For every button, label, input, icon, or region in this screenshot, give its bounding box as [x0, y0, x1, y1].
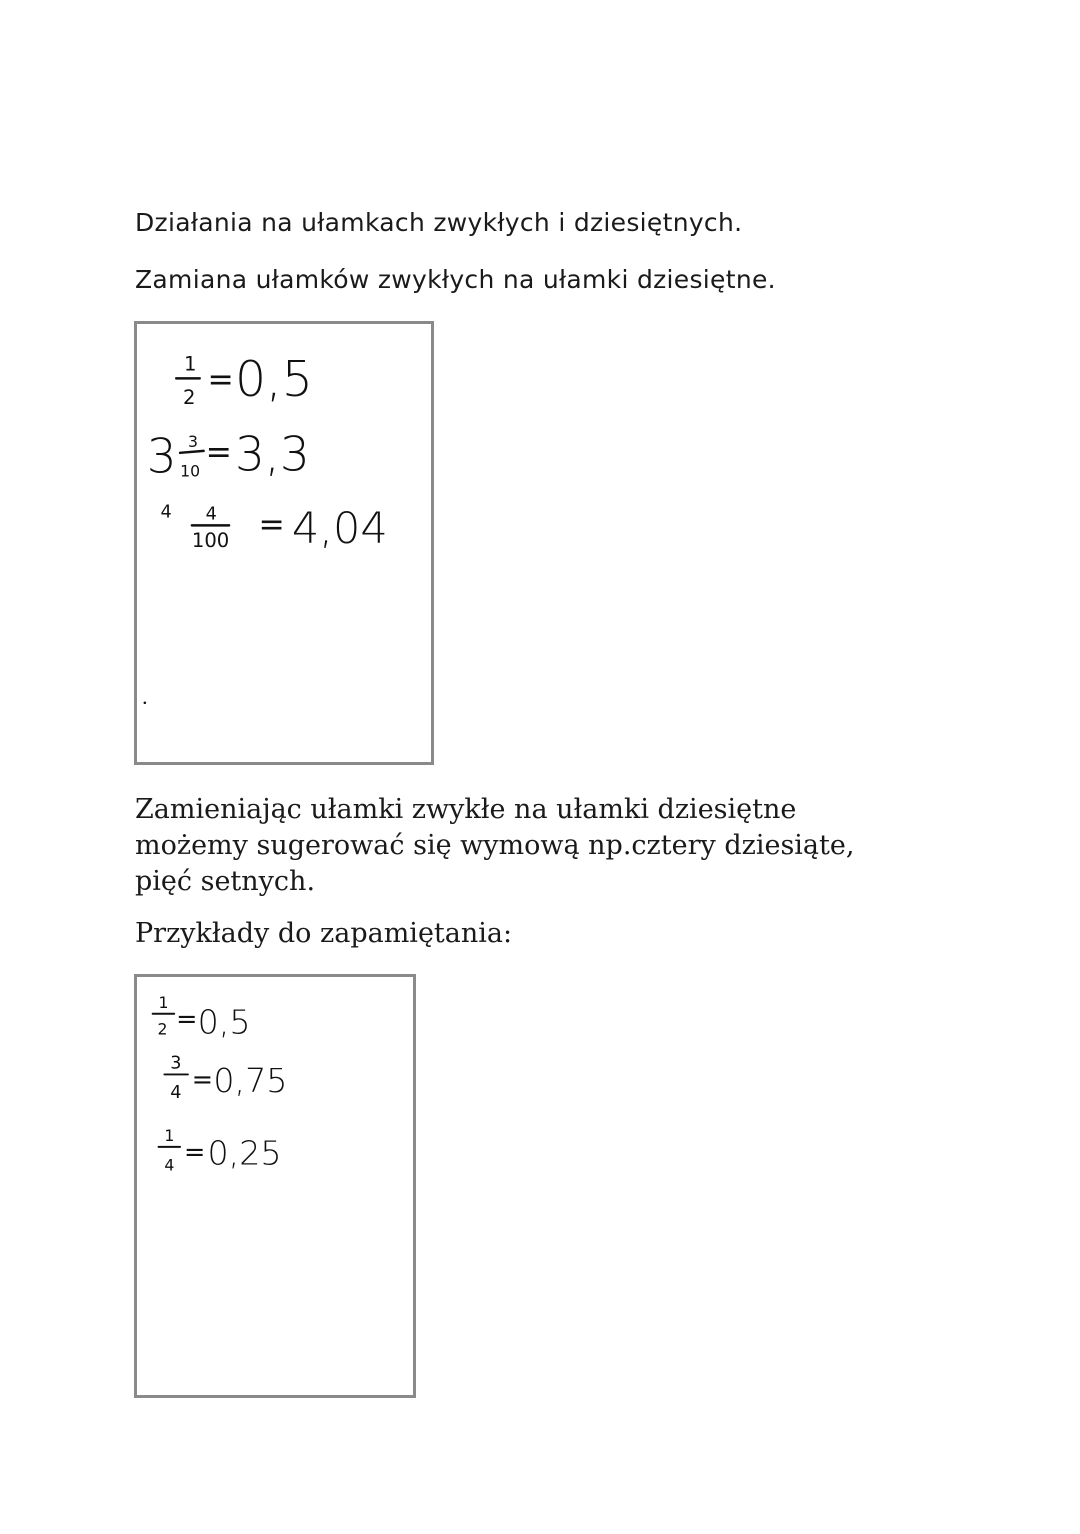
- handwritten-note-box-2: [134, 974, 416, 1398]
- hw-equals: =: [258, 507, 285, 544]
- hw-numerator: 3: [187, 431, 198, 451]
- paragraph-line-1: Zamieniając ułamki zwykłe na ułamki dziesiętne: [135, 794, 797, 825]
- hw-decimal: 0,25: [207, 1133, 282, 1173]
- hw-denominator: 2: [183, 385, 196, 409]
- handwriting-canvas-1: [137, 324, 431, 762]
- hw-equals: =: [205, 434, 232, 471]
- hw-equals: =: [176, 1003, 198, 1034]
- handwriting-canvas-2: [137, 977, 413, 1395]
- hw-entry-3: [161, 503, 388, 554]
- hw-numerator: 1: [158, 992, 169, 1012]
- hw-entry-1: [176, 351, 313, 409]
- hw-decimal: 3,3: [235, 427, 310, 483]
- document-subtitle: Zamiana ułamków zwykłych na ułamki dziesiętne.: [135, 265, 776, 294]
- hw-numerator: 4: [205, 504, 217, 525]
- paragraph-line-2: możemy sugerować się wymową np.cztery dziesiąte,: [135, 830, 855, 861]
- hw-entry-1: [153, 993, 251, 1041]
- hw-entry-3: [159, 1126, 282, 1174]
- document-title: Działania na ułamkach zwykłych i dziesiętnych.: [135, 208, 743, 237]
- hw-denominator: 2: [157, 1019, 168, 1039]
- hw-fraction-bar: [180, 451, 204, 453]
- hw-dot: [144, 701, 147, 704]
- hw-denominator: 4: [170, 1082, 182, 1103]
- hw-denominator: 100: [191, 528, 230, 552]
- hw-equals: =: [191, 1064, 214, 1095]
- hw-decimal: 4,04: [291, 504, 388, 554]
- hw-numerator: 1: [164, 1125, 175, 1145]
- hw-decimal: 0,75: [213, 1061, 288, 1101]
- hw-decimal: 0,5: [197, 1002, 251, 1042]
- explanation-paragraph: [135, 792, 854, 900]
- hw-denominator: 4: [164, 1155, 175, 1175]
- paragraph-line-3: pięć setnych.: [135, 866, 316, 897]
- hw-entry-2: [164, 1054, 287, 1103]
- hw-numerator: 1: [184, 352, 197, 376]
- hw-equals: =: [183, 1136, 206, 1167]
- hw-numerator: 3: [170, 1053, 182, 1074]
- hw-equals: =: [207, 362, 234, 399]
- hw-whole: 3: [146, 429, 177, 485]
- handwritten-note-box-1: [134, 321, 434, 765]
- hw-denominator: 10: [180, 461, 201, 481]
- hw-decimal: 0,5: [235, 351, 313, 408]
- hw-entry-2: [147, 427, 310, 484]
- examples-heading: Przykłady do zapamiętania:: [135, 918, 513, 949]
- hw-whole: 4: [160, 502, 172, 523]
